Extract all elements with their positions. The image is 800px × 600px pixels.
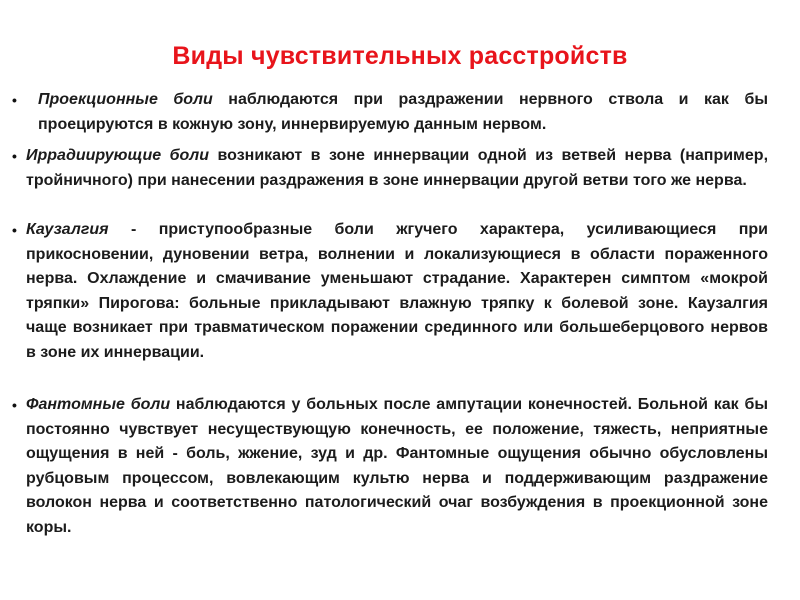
slide-title: Виды чувствительных расстройств bbox=[172, 42, 628, 70]
list-item-term: Проекционные боли bbox=[38, 91, 213, 108]
list-item-term: Фантомные боли bbox=[26, 396, 171, 413]
list-item-text bbox=[26, 144, 768, 193]
list-item-term: Иррадиирующие боли bbox=[26, 147, 210, 164]
list-item-body: возникают в зоне иннервации одной из ветвей нерва (например, тройничного) при нанесении раздражения в зоне иннервации другой ветви того же нерва. bbox=[26, 147, 769, 189]
bullet-icon: • bbox=[12, 92, 17, 108]
list-item-body: наблюдаются при раздражении нервного ствола и как бы проецируются в кожную зону, иннервируемую данным нервом. bbox=[38, 91, 769, 133]
bullet-icon: • bbox=[12, 397, 17, 413]
bullet-icon: • bbox=[12, 222, 17, 238]
bullet-icon: • bbox=[12, 148, 17, 164]
list-item-text bbox=[38, 88, 768, 137]
list-item-text bbox=[26, 393, 768, 540]
list-item-body: - приступообразные боли жгучего характера, усиливающиеся при прикосновении, дуновении ветра, волнении и локализующиеся в области пораженного нерва. Охлаждение и смачивание уменьшают страдание. Характерен симптом «мокрой тряпки» Пирогова: больные прикладывают влажную тряпку к болевой зоне. Каузалгия чаще возникает при травматическом поражении срединного или большеберцового нервов в зоне их иннервации. bbox=[26, 221, 768, 361]
list-item-term: Каузалгия bbox=[26, 221, 109, 238]
list-item-text bbox=[26, 218, 768, 365]
list-item-body: наблюдаются у больных после ампутации конечностей. Больной как бы постоянно чувствует несуществующую конечность, ее положение, тяжесть, неприятные ощущения в ней - боль, жжение, зуд и др. Фантомные ощущения обычно обусловлены рубцовым процессом, вовлекающим культю нерва и поддерживающим раздражение волокон нерва и соответственно патологический очаг возбуждения в проекционной зоне коры. bbox=[26, 396, 768, 536]
